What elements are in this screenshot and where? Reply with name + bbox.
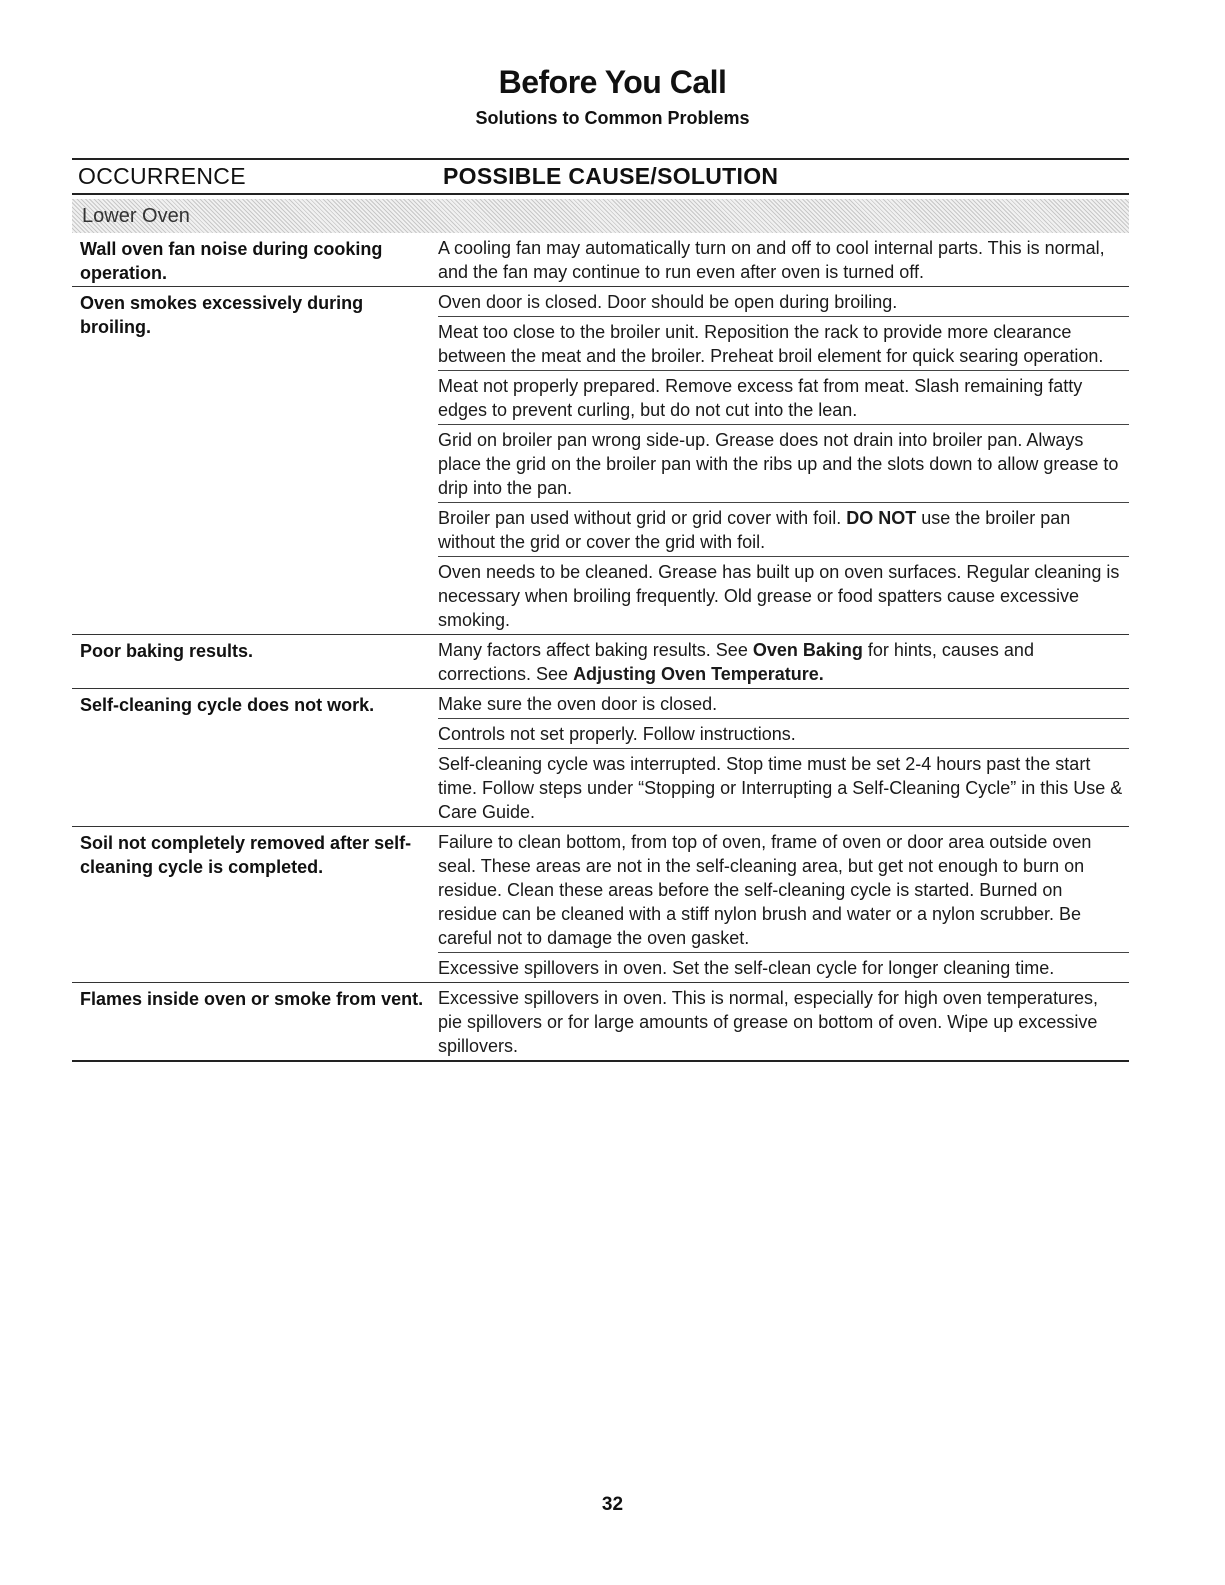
table-row <box>72 689 1129 827</box>
occurrence-cell: Wall oven fan noise during cooking operation. <box>80 239 383 283</box>
occurrence-cell: Flames inside oven or smoke from vent. <box>80 989 424 1009</box>
page-title: Before You Call <box>498 64 727 100</box>
solution-cell <box>438 827 1129 982</box>
column-header-row <box>72 158 1129 195</box>
page-subtitle: Solutions to Common Problems <box>475 108 750 128</box>
solution-item: Oven needs to be cleaned. Grease has built up on oven surfaces. Regular cleaning is necessary when broiling frequently. Old grease or food spatters cause excessive smoking. <box>438 562 1120 630</box>
table-row <box>72 635 1129 689</box>
table-row <box>72 827 1129 983</box>
table-row <box>72 287 1129 635</box>
troubleshooting-table <box>72 158 1129 1062</box>
solution-item: Make sure the oven door is closed. <box>438 689 1129 719</box>
page-number: 32 <box>601 1494 624 1515</box>
page-header <box>0 62 1225 130</box>
solution-cell <box>438 287 1129 634</box>
solution-cell <box>438 689 1129 826</box>
solution-item: Meat too close to the broiler unit. Reposition the rack to provide more clearance between the meat and the broiler. Preheat broil element for quick searing operation. <box>438 317 1129 371</box>
solution-item: Many factors affect baking results. See Oven Baking for hints, causes and corrections. See Adjusting Oven Temperature. <box>438 640 1034 684</box>
occurrence-cell: Self-cleaning cycle does not work. <box>80 695 375 715</box>
solution-item: A cooling fan may automatically turn on and off to cool internal parts. This is normal, and the fan may continue to run even after oven is turned off. <box>438 238 1105 282</box>
table-body <box>72 233 1129 1062</box>
solution-item: Excessive spillovers in oven. Set the self-clean cycle for longer cleaning time. <box>438 958 1055 978</box>
solution-item: Failure to clean bottom, from top of oven, frame of oven or door area outside oven seal. These areas are not in the self-cleaning area, but get not enough to burn on residue. Clean these areas before the self-cleaning cycle is started. Burned on residue can be cleaned with a stiff nylon brush and water or a nylon scrubber. Be careful not to damage the oven gasket. <box>438 827 1129 953</box>
table-row <box>72 233 1129 287</box>
solution-cell <box>438 635 1129 688</box>
occurrence-cell: Poor baking results. <box>80 641 254 661</box>
emphasis-text: Adjusting Oven Temperature. <box>573 664 824 684</box>
solution-item: Broiler pan used without grid or grid cover with foil. DO NOT use the broiler pan without the grid or cover the grid with foil. <box>438 503 1129 557</box>
solution-item: Meat not properly prepared. Remove excess fat from meat. Slash remaining fatty edges to prevent curling, but do not cut into the lean. <box>438 371 1129 425</box>
occurrence-cell: Oven smokes excessively during broiling. <box>80 293 364 337</box>
solution-item: Excessive spillovers in oven. This is normal, especially for high oven temperatures, pie spillovers or for large amounts of grease on bottom of oven. Wipe up excessive spillovers. <box>438 988 1098 1056</box>
column-header-occurrence: OCCURRENCE <box>78 163 246 189</box>
occurrence-cell: Soil not completely removed after self-cleaning cycle is completed. <box>80 833 412 877</box>
section-band-lower-oven: Lower Oven <box>72 199 1129 233</box>
emphasis-text: DO NOT <box>846 508 917 528</box>
solution-item: Controls not set properly. Follow instructions. <box>438 719 1129 749</box>
solution-cell <box>438 983 1129 1060</box>
solution-item: Self-cleaning cycle was interrupted. Stop time must be set 2-4 hours past the start time. Follow steps under “Stopping or Interrupting a Self-Cleaning Cycle” in this Use & Care Guide. <box>438 754 1123 822</box>
column-header-solution: POSSIBLE CAUSE/SOLUTION <box>443 163 779 189</box>
solution-item: Grid on broiler pan wrong side-up. Grease does not drain into broiler pan. Always place the grid on the broiler pan with the ribs up and the slots down to allow grease to drip into the pan. <box>438 425 1129 503</box>
solution-item: Oven door is closed. Door should be open during broiling. <box>438 287 1129 317</box>
table-row <box>72 983 1129 1062</box>
solution-cell <box>438 233 1129 286</box>
emphasis-text: Oven Baking <box>752 640 863 660</box>
